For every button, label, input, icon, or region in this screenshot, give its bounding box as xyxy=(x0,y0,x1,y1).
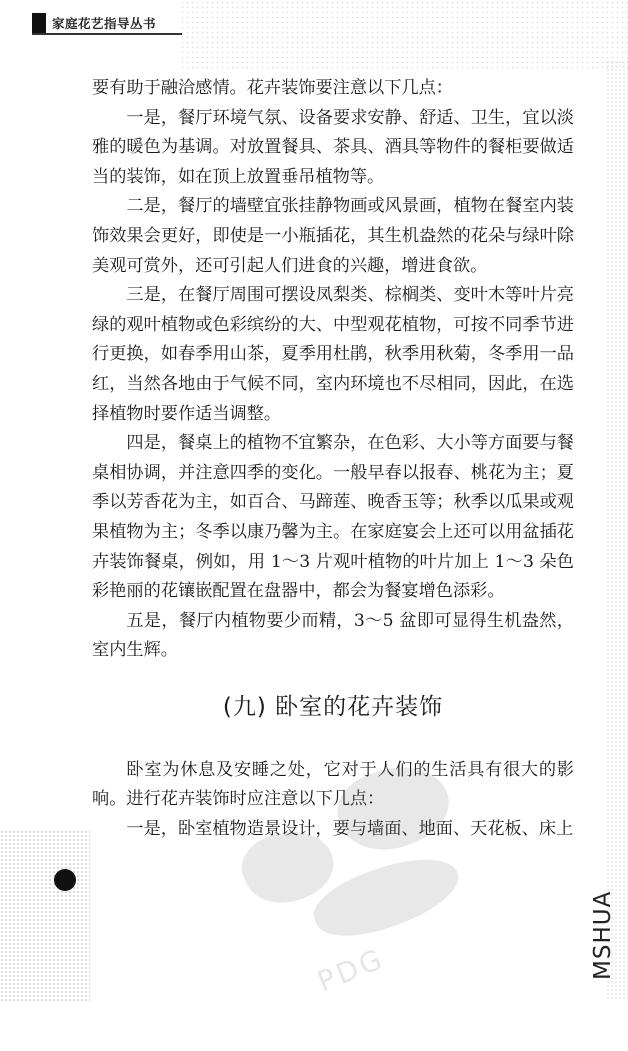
paragraph-point-3: 三是，在餐厅周围可摆设凤梨类、棕榈类、变叶木等叶片亮绿的观叶植物或色彩缤纷的大、中型观花植物，可按不同季节进行更换，如春季用山茶，夏季用杜鹃，秋季用秋菊，冬季用一品红，当然各地由于气候不同，室内环境也不尽相同，因此，在选择植物时要作适当调整。 xyxy=(92,285,574,424)
scan-noise-right xyxy=(606,60,628,1000)
header-marker-icon xyxy=(32,13,46,33)
watermark-text: PDG xyxy=(312,941,390,999)
scan-noise-top xyxy=(180,0,628,70)
section-intro-paragraph: 卧室为休息及安睡之处，它对于人们的生活具有很大的影响。进行花卉装饰时应注意以下几点： xyxy=(92,759,574,810)
section-heading: (九) 卧室的花卉装饰 xyxy=(222,693,444,720)
paragraph-point-5: 五是，餐厅内植物要少而精，3～5 盆即可显得生机盎然，室内生辉。 xyxy=(92,610,574,661)
paragraph-continued: 要有助于融洽感情。花卉装饰要注意以下几点： xyxy=(92,78,453,98)
paragraph-point-1: 一是，餐厅环境气氛、设备要求安静、舒适、卫生，宜以淡雅的暖色为基调。对放置餐具、茶具、酒具等物件的餐柜要做适当的装饰，如在顶上放置垂吊植物等。 xyxy=(92,107,574,187)
page-body xyxy=(92,74,574,845)
running-header xyxy=(32,13,156,33)
series-title: 家庭花艺指导丛书 xyxy=(52,16,157,31)
page-corner-dot xyxy=(54,869,76,891)
section-point-1: 一是，卧室植物造景设计，要与墙面、地面、天花板、床上 xyxy=(126,819,574,840)
paragraph-point-2: 二是，餐厅的墙壁宜张挂静物画或风景画，植物在餐室内装饰效果会更好，即使是一小瓶插花，其生机盎然的花朵与绿叶除美观可赏外，还可引起人们进食的兴趣，增进食欲。 xyxy=(92,196,574,276)
side-watermark-text: MSHUA xyxy=(590,890,616,980)
scan-noise-bottom-left xyxy=(0,830,90,1001)
header-rule xyxy=(32,33,182,35)
paragraph-point-4: 四是，餐桌上的植物不宜繁杂，在色彩、大小等方面要与餐桌相协调，并注意四季的变化。一般早春以报春、桃花为主；夏季以芳香花为主，如百合、马蹄莲、晚香玉等；秋季以瓜果或观果植物为主；冬季以康乃馨为主。在家庭宴会上还可以用盆插花卉装饰餐桌，例如，用 1～3 片观叶植物的叶片加上 1～3 朵色彩艳丽的花镶嵌配置在盘器中，都会为餐宴增色添彩。 xyxy=(92,433,574,602)
